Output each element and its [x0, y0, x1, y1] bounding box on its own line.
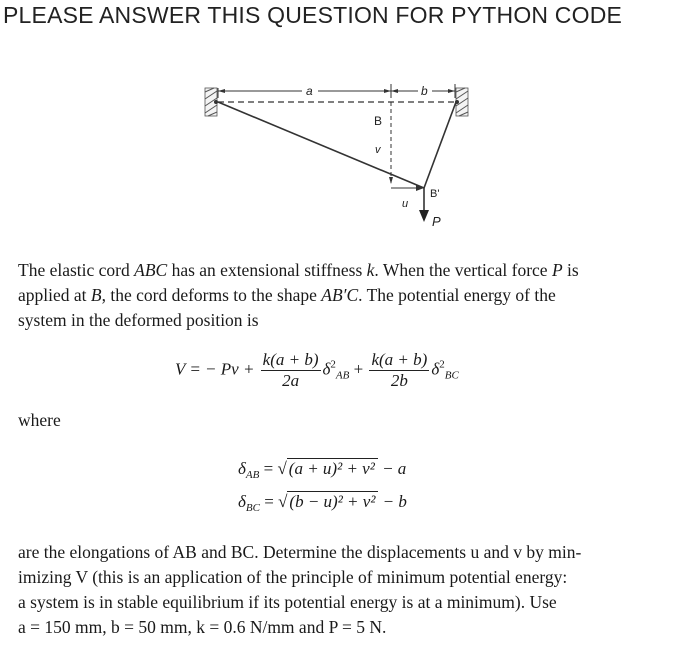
text: imizing V (this is an application of the principle of minimum potential energy:	[18, 567, 568, 587]
fraction	[369, 350, 429, 391]
equation-lhs: V = − Pv +	[175, 359, 255, 379]
deformed-cord-ab	[218, 102, 424, 188]
radicand: (b − u)² + v²	[287, 491, 378, 512]
tail: − b	[382, 492, 407, 511]
cord-diagram	[0, 0, 700, 260]
text: The elastic cord	[18, 260, 135, 280]
problem-statement	[18, 258, 579, 333]
exponent: 2	[330, 358, 336, 371]
elongation-ab-equation	[238, 458, 406, 481]
text: AB′C	[321, 285, 359, 305]
potential-energy-equation	[175, 350, 459, 391]
text: , the cord deforms to the shape	[101, 285, 322, 305]
text: applied at	[18, 285, 91, 305]
numerator: k(a + b)	[371, 350, 428, 369]
text: has an extensional stiffness	[167, 260, 367, 280]
label-B: B	[374, 114, 383, 128]
text: a = 150 mm, b = 50 mm, k = 0.6 N/mm and P = 5 N.	[18, 617, 387, 637]
text: a system is in stable equilibrium if its potential energy is at a minimum). Use	[18, 592, 557, 612]
denominator: 2a	[282, 371, 300, 390]
denominator: 2b	[390, 371, 408, 390]
equals: =	[264, 492, 274, 511]
tail: − a	[382, 459, 407, 478]
sqrt-icon: √	[277, 459, 287, 478]
text: . When the vertical force	[374, 260, 552, 280]
exponent: 2	[439, 358, 445, 371]
text: . The potential energy of the	[358, 285, 556, 305]
delta: δ	[238, 492, 246, 511]
delta: δ	[431, 359, 440, 379]
subscript: AB	[245, 469, 260, 481]
sqrt-icon: √	[278, 492, 288, 511]
label-P: P	[432, 214, 441, 229]
fraction	[261, 350, 321, 391]
subscript: BC	[245, 502, 260, 514]
where-label: where	[18, 410, 61, 430]
right-support-hatch	[455, 88, 468, 116]
text: ABC	[134, 260, 168, 280]
left-support-hatch	[205, 88, 218, 116]
elongation-bc-equation	[238, 491, 407, 514]
text: system in the deformed position is	[18, 310, 259, 330]
label-b-prime: B'	[430, 188, 440, 200]
delta: δ	[322, 359, 331, 379]
dimension-lines	[218, 84, 455, 98]
page-title: PLEASE ANSWER THIS QUESTION FOR PYTHON CODE	[3, 2, 623, 28]
text: B	[90, 285, 102, 305]
deformed-cord-bc	[424, 102, 456, 188]
label-u: u	[402, 198, 409, 210]
text: is	[562, 260, 579, 280]
text: P	[551, 260, 563, 280]
text: are the elongations of AB and BC. Determine the displacements u and v by min-	[18, 542, 582, 562]
delta: δ	[238, 459, 246, 478]
numerator: k(a + b)	[262, 350, 319, 369]
subscript: AB	[335, 369, 350, 382]
radicand: (a + u)² + v²	[287, 458, 378, 479]
label-v: v	[375, 144, 381, 156]
equals: =	[263, 459, 274, 478]
label-a: a	[306, 84, 313, 98]
text: k	[366, 260, 375, 280]
problem-instructions	[18, 540, 581, 640]
subscript: BC	[444, 369, 459, 382]
label-b: b	[421, 84, 428, 98]
plus: +	[353, 359, 364, 379]
